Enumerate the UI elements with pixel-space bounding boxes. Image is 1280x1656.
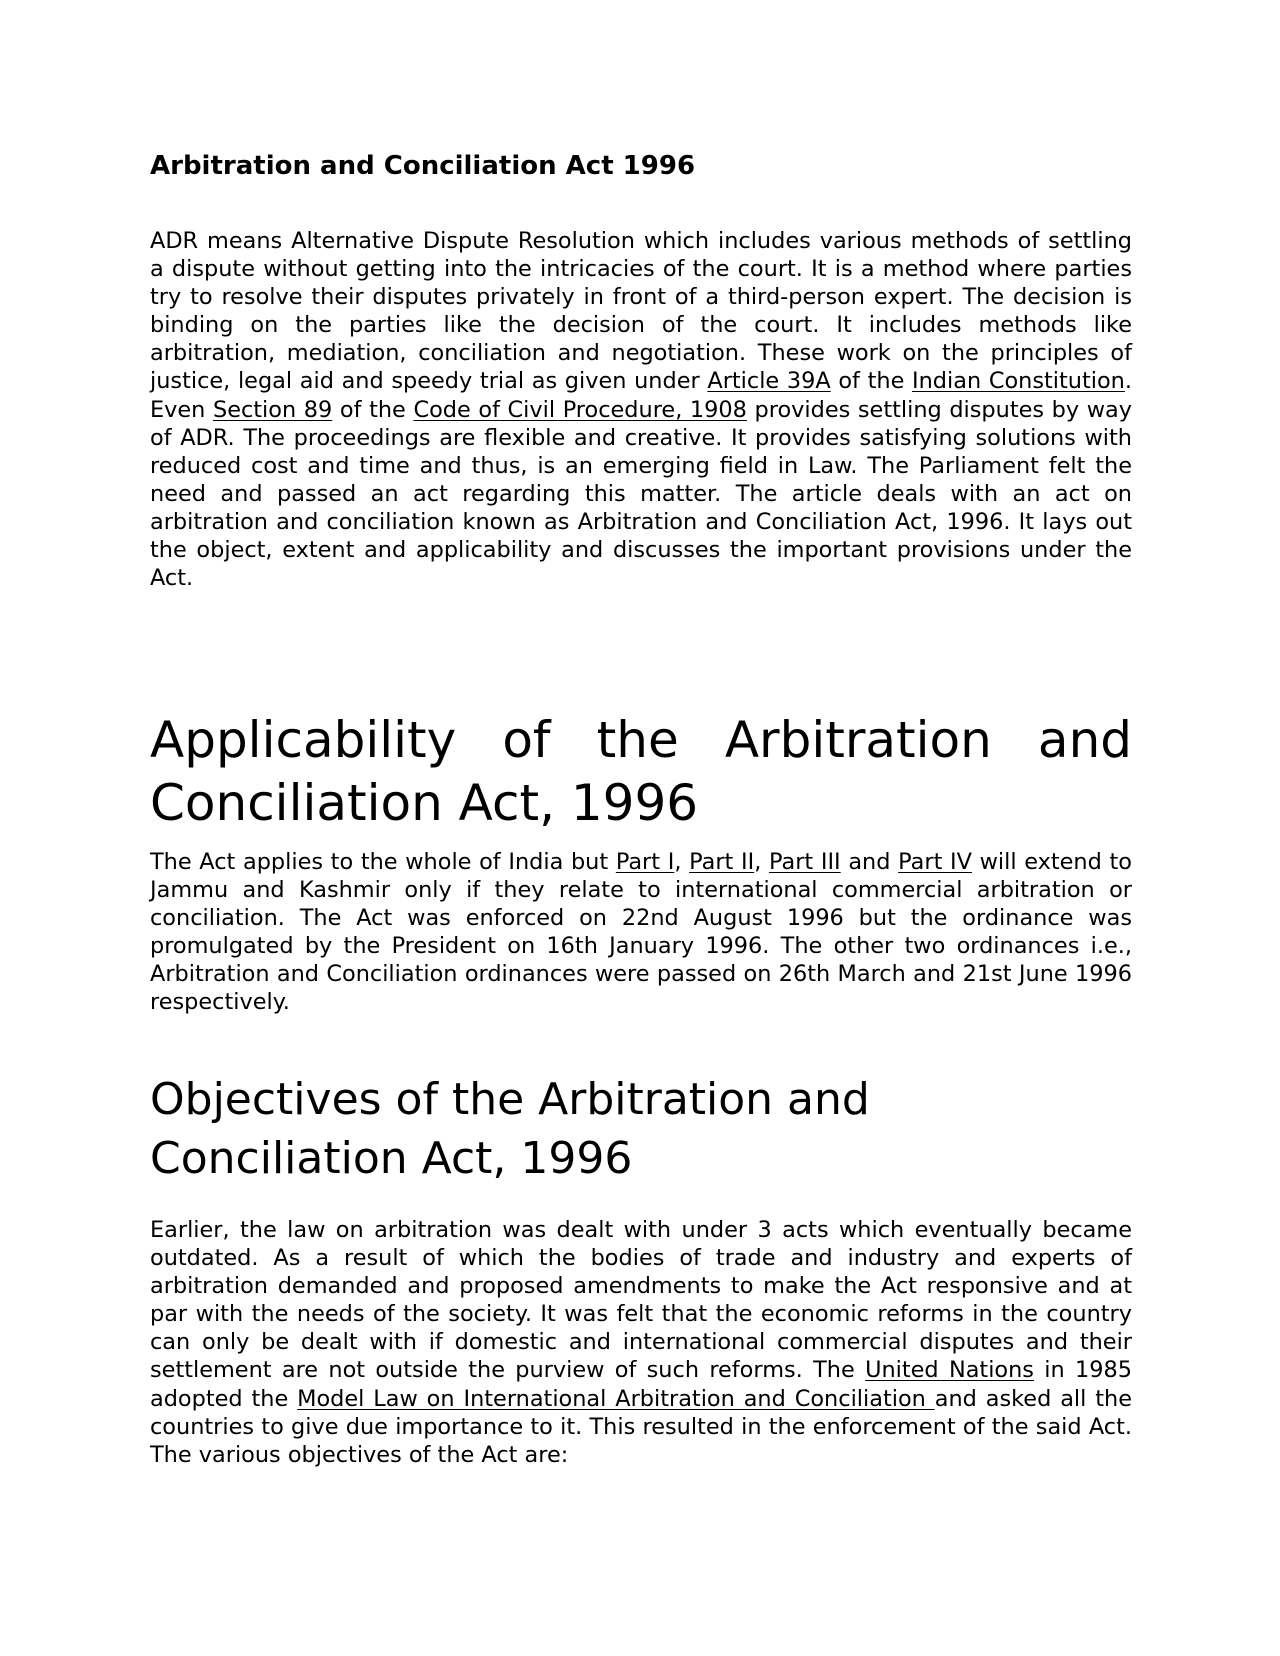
link-part-i[interactable]: Part I <box>615 849 675 875</box>
document-title: Arbitration and Conciliation Act 1996 <box>150 151 696 181</box>
link-part-iv[interactable]: Part IV <box>898 849 972 875</box>
text-span: provides settling disputes by way of ADR. The proceedings are flexible and creative. It provides satisfying solutions with reduced cost and time and thus, is an emerging field in Law. The Parliament felt the need and passed an act regarding this matter. The article deals with an act on arbitration and conciliation known as Arbitration and Conciliation Act, 1996. It lays out the object, extent and applicability and discusses the important provisions under the Act. <box>150 396 1133 592</box>
link-part-ii[interactable]: Part II <box>689 849 755 875</box>
text-span: . Even <box>150 368 1132 423</box>
text-span: and asked all the countries to give due importance to it. This resulted in the enforcement of the said Act. The various objectives of the Act are: <box>150 1385 1132 1468</box>
text-span: of the <box>830 368 913 395</box>
objectives-heading: Objectives of the Arbitration and Conciliation Act, 1996 <box>150 1074 870 1184</box>
link-article-39a[interactable]: Article 39A <box>707 368 831 395</box>
link-section-89[interactable]: Section 89 <box>212 396 333 423</box>
objectives-paragraph <box>150 1216 1132 1469</box>
text-span: , <box>754 849 769 875</box>
text-span: and <box>840 849 899 875</box>
text-span: The Act applies to the whole of India but <box>150 849 616 875</box>
applicability-paragraph <box>150 848 1132 1017</box>
text-span: will extend to Jammu and Kashmir only if they relate to international commercial arbitration or conciliation. The Act was enforced on 22nd August 1996 but the ordinance was promulgated by the President on 16th January 1996. The other two ordinances i.e., Arbitration and Conciliation ordinances were passed on 26th March and 21st June 1996 respectively. <box>150 849 1132 1016</box>
link-code-of-civil-procedure[interactable]: Code of Civil Procedure, 1908 <box>413 396 747 423</box>
link-indian-constitution[interactable]: Indian Constitution <box>912 368 1125 395</box>
link-united-nations[interactable]: United Nations <box>865 1357 1034 1384</box>
link-part-iii[interactable]: Part III <box>768 849 841 875</box>
text-span: in 1985 adopted the <box>150 1357 1132 1412</box>
text-span: of the <box>332 396 414 423</box>
text-span: ADR means Alternative Dispute Resolution which includes various methods of settling a dispute without getting into the intricacies of the court. It is a method where parties try to resolve their disputes privately in front of a third-person expert. The decision is binding on the parties like the decision of the court. It includes methods like arbitration, mediation, conciliation and negotiation. These work on the principles of justice, legal aid and speedy trial as given under <box>150 228 1132 395</box>
intro-paragraph <box>150 227 1132 592</box>
text-span: Earlier, the law on arbitration was dealt with under 3 acts which eventually became outdated. As a result of which the bodies of trade and industry and experts of arbitration demanded and proposed amendments to make the Act responsive and at par with the needs of the society. It was felt that the economic reforms in the country can only be dealt with if domestic and international commercial disputes and their settlement are not outside the purview of such reforms. The <box>150 1217 1132 1384</box>
text-span: , <box>674 849 690 875</box>
link-model-law[interactable]: Model Law on International Arbitration and Conciliation <box>297 1385 935 1412</box>
applicability-heading: Applicability of the Arbitration and Conciliation Act, 1996 <box>150 711 1132 832</box>
